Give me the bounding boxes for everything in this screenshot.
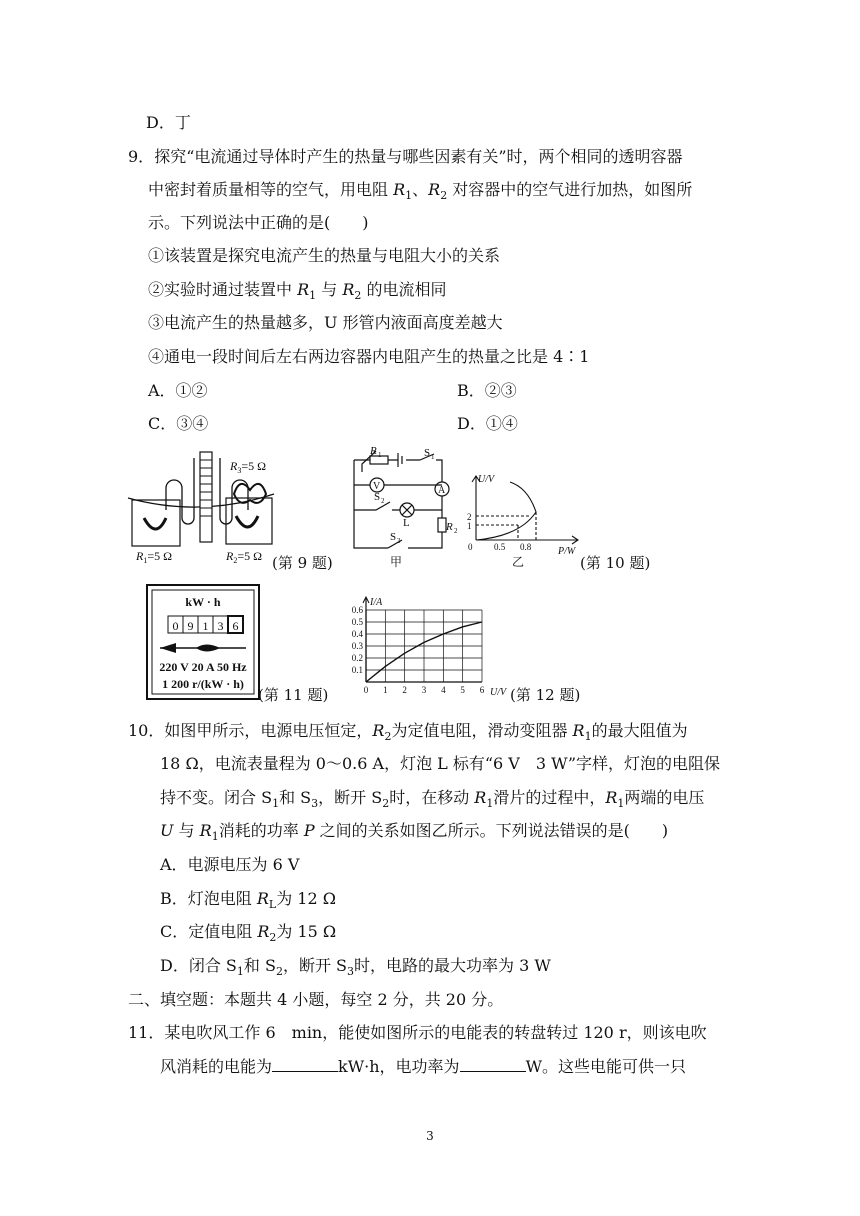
chart-y-tick-label: 0.4 (351, 629, 363, 639)
figure-12-chart (340, 592, 516, 698)
svg-text:3: 3 (217, 619, 224, 633)
svg-text:2: 2 (454, 527, 458, 535)
chart-xlabel: U/V (490, 687, 507, 698)
q9-option-d: D．①④ (457, 414, 518, 433)
chart-y-tick-label: 0.5 (351, 617, 363, 627)
svg-text:V: V (373, 481, 381, 492)
svg-text:P/W: P/W (558, 546, 576, 557)
answer-blank[interactable] (272, 1057, 338, 1072)
chart-y-tick-label: 0.6 (351, 605, 363, 615)
svg-text:甲: 甲 (390, 555, 403, 569)
svg-text:1: 1 (202, 619, 209, 633)
page-number: 3 (426, 1129, 434, 1143)
q11-stem-line2: 风消耗的电能为 kW·h，电功率为 W。这些电能可供一只 (160, 1057, 687, 1076)
svg-text:U/V: U/V (478, 474, 495, 485)
chart-x-tick-label: 3 (421, 685, 427, 695)
q9-stem-line3: 示。下列说法中正确的是( ) (148, 213, 369, 232)
q9-statement-3: ③电流产生的热量越多，U 形管内液面高度差越大 (148, 313, 503, 332)
chart-x-tick-label: 1 (383, 685, 388, 695)
svg-text:R: R (446, 521, 453, 533)
q9-statement-2: ②实验时通过装置中 $R_1$ 与 $R_2$ 的电流相同 (148, 280, 447, 303)
svg-text:S: S (424, 447, 431, 459)
q10-option-b: B．灯泡电阻 $R_L$为 12 Ω (160, 889, 337, 912)
q9-stem-line2: 中密封着质量相等的空气，用电阻 $R_1$、$R_2$ 对容器中的空气进行加热，如图所 (148, 180, 693, 203)
svg-text:1: 1 (467, 521, 472, 531)
q10-stem-line3: 持不变。闭合 $S_1$和 $S_3$，断开 $S_2$时，在移动 $R_1$滑片的过程中，$R_1$两端的电压 (160, 788, 705, 811)
svg-text:220 V 20 A 50 Hz: 220 V 20 A 50 Hz (159, 660, 247, 674)
section-2-heading: 二、填空题：本题共 4 小题，每空 2 分，共 20 分。 (128, 990, 504, 1009)
svg-text:S: S (374, 491, 381, 503)
svg-text:R: R (370, 445, 377, 457)
chart-x-tick-label: 2 (402, 685, 407, 695)
chart-y-tick-label: 0.1 (351, 665, 363, 675)
chart-x-tick-label: 0 (363, 685, 369, 695)
svg-text:0: 0 (172, 619, 179, 633)
q9-stem-line1: 9．探究“电流通过导体时产生的热量与哪些因素有关”时，两个相同的透明容器 (128, 147, 683, 166)
svg-text:1: 1 (378, 451, 382, 459)
q10-stem-line1: 10．如图甲所示，电源电压恒定，$R_2$为定值电阻，滑动变阻器 $R_1$的最大阻值为 (128, 721, 688, 744)
q9-option-a: A．①② (148, 381, 208, 400)
q10-option-c: C．定值电阻 $R_2$为 15 Ω (160, 922, 337, 945)
svg-text:S: S (390, 531, 397, 543)
q10-stem-line2: 18 Ω，电流表量程为 0～0.6 A，灯泡 L 标有“6 V 3 W”字样，灯泡的电阻保 (160, 754, 721, 773)
q10-stem-line4: U 与 $R_1$消耗的功率 P 之间的关系如图乙所示。下列说法错误的是( ) (160, 821, 669, 844)
q9-statement-1: ①该装置是探究电流产生的热量与电阻大小的关系 (148, 246, 501, 265)
chart-x-tick-label: 5 (460, 685, 465, 695)
q9-option-c: C．③④ (148, 414, 209, 433)
svg-text:kW · h: kW · h (185, 595, 221, 609)
svg-text:0.5: 0.5 (494, 542, 506, 552)
chart-x-tick-label: 6 (479, 685, 485, 695)
chart-x-tick-label: 4 (441, 685, 446, 695)
svg-text:3: 3 (397, 537, 401, 545)
chart-y-tick-label: 0.2 (351, 653, 363, 663)
figure-10-graph (462, 470, 584, 572)
figure-9-apparatus (126, 448, 276, 570)
q8-option-d: D．丁 (146, 113, 191, 132)
svg-text:L: L (403, 517, 410, 529)
svg-text:9: 9 (187, 619, 194, 633)
q11-stem-line1: 11．某电吹风工作 6 min，能使如图所示的电能表的转盘转过 120 r，则该电吹 (128, 1023, 707, 1042)
q9-statement-4: ④通电一段时间后左右两边容器内电阻产生的热量之比是 4∶1 (148, 347, 590, 366)
figure-11-energy-meter (146, 584, 260, 700)
svg-text:R1=5 Ω: $R_1=5$ Ω (136, 549, 173, 565)
svg-text:0: 0 (468, 542, 473, 552)
svg-text:0.8: 0.8 (520, 542, 532, 552)
figure-11-caption: (第 11 题) (258, 686, 329, 704)
figure-9-caption: (第 9 题) (272, 554, 333, 572)
svg-text:2: 2 (467, 512, 472, 522)
q10-option-d: D．闭合 $S_1$和 $S_2$，断开 $S_3$时，电路的最大功率为 3 W (160, 956, 551, 979)
svg-text:1 200 r/(kW · h): 1 200 r/(kW · h) (162, 677, 244, 691)
svg-text:6: 6 (232, 619, 239, 633)
figure-10-circuit (348, 445, 458, 574)
answer-blank[interactable] (460, 1057, 526, 1072)
svg-text:A: A (438, 485, 446, 496)
svg-text:乙: 乙 (512, 555, 525, 569)
q9-option-b: B．②③ (457, 381, 517, 400)
svg-text:2: 2 (381, 497, 385, 505)
q10-option-a: A．电源电压为 6 V (160, 855, 300, 874)
svg-text:1: 1 (431, 453, 435, 461)
chart-ylabel: I/A (370, 597, 383, 608)
figure-10-caption: (第 10 题) (580, 554, 651, 572)
svg-text:R2=5 Ω: $R_2=5$ Ω (226, 549, 263, 565)
chart-y-tick-label: 0.3 (351, 641, 363, 651)
figure-12-caption: (第 12 题) (510, 686, 581, 704)
svg-text:R3=5 Ω: $R_3=5$ Ω (230, 459, 267, 475)
